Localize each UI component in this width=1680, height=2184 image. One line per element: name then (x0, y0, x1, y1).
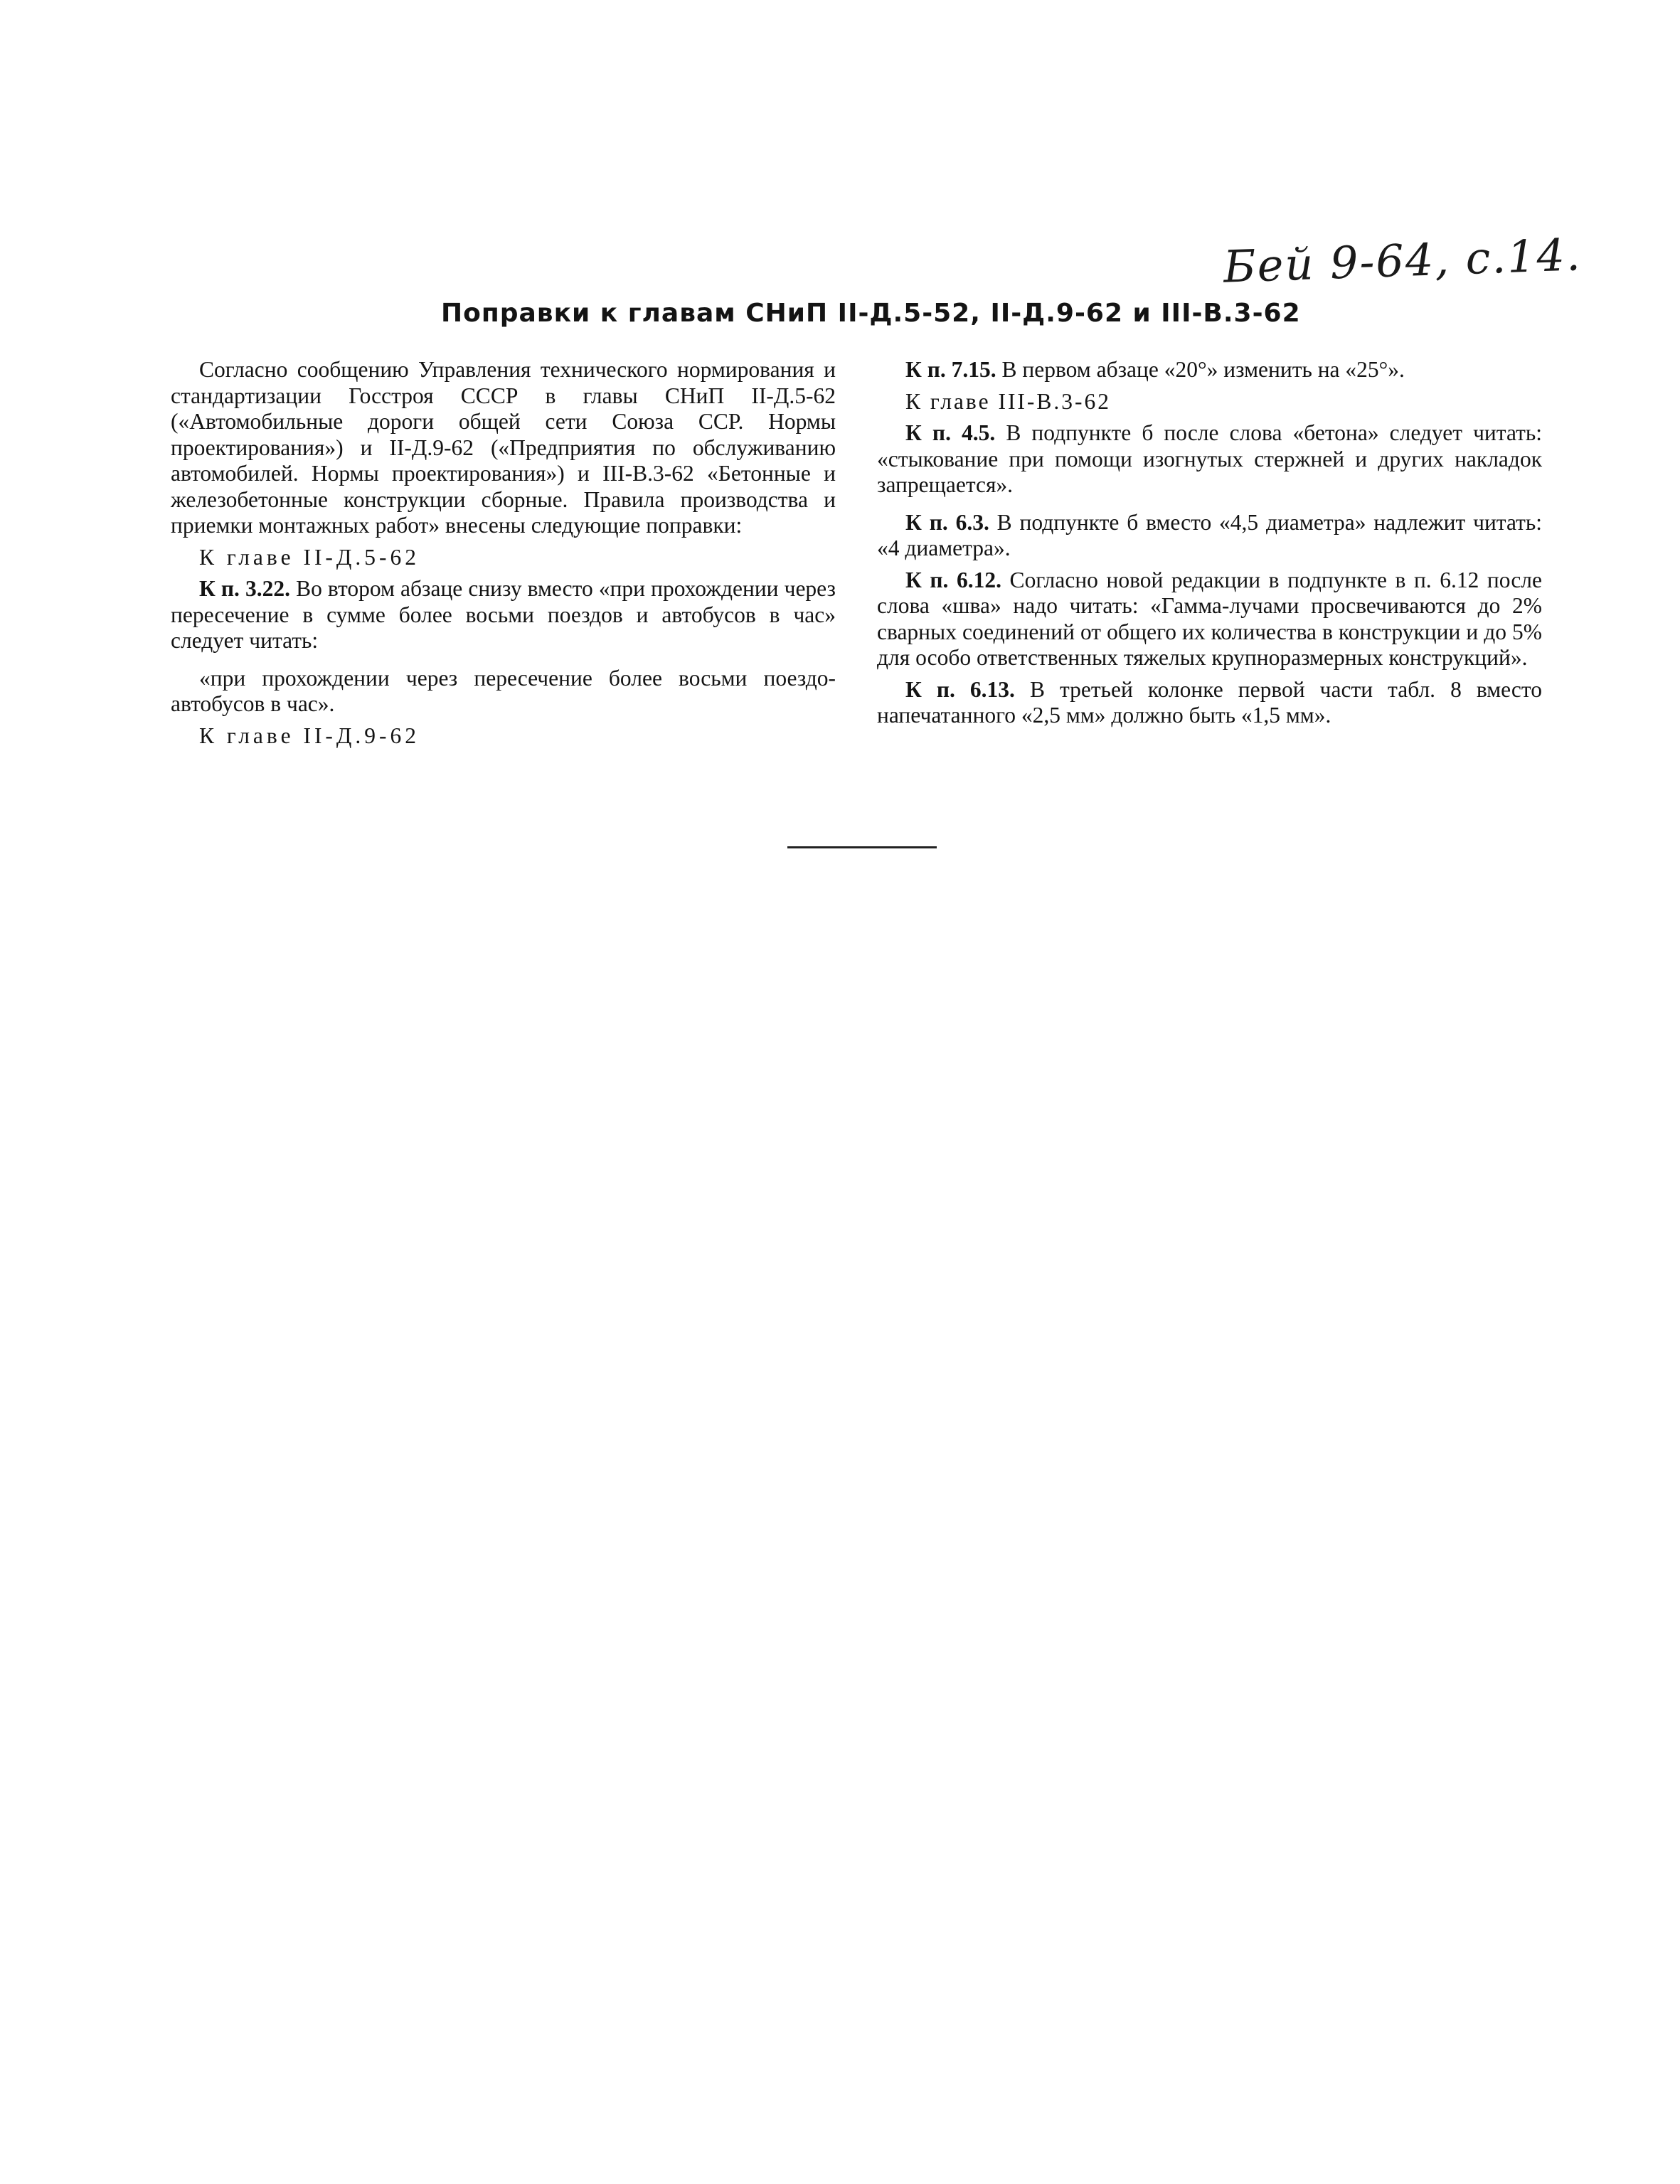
amendment-7-15 (877, 357, 1542, 383)
amendment-ref: К п. 6.3. (905, 509, 989, 535)
handwritten-note: Бей 9-64, с.14. (1222, 228, 1583, 293)
amendment-text: В подпункте б вместо «4,5 диаметра» надлежит читать: «4 диаметра». (877, 509, 1542, 560)
section-heading-ii-d9: К главе II-Д.9-62 (199, 723, 420, 748)
left-column (171, 357, 836, 749)
amendment-6-3 (877, 510, 1542, 562)
section-heading-ii-d5: К главе II-Д.5-62 (199, 544, 420, 570)
section-heading-iii-v3: К главе III-В.3-62 (905, 388, 1112, 414)
amendment-3-22 (171, 576, 836, 654)
amendment-text: В третьей колонке первой части табл. 8 вместо напечатанного «2,5 мм» должно быть «1,5 мм». (877, 676, 1542, 728)
amendment-6-13 (877, 677, 1542, 729)
amendment-6-12 (877, 568, 1542, 671)
amendment-quote: «при прохождении через пересечение более восьми поездо-автобусов в час». (171, 665, 836, 716)
intro-paragraph: Согласно сообщению Управления технического нормирования и стандартизации Госстроя СССР в главы СНиП II-Д.5-62 («Автомобильные дороги общей сети Союза ССР. Нормы проектирования») и II-Д.9-62 («Предприятия по обслуживанию автомобилей. Нормы проектирования») и III-В.3-62 «Бетонные и железобетонные конструкции сборные. Правила производства и приемки монтажных работ» внесены следующие поправки: (171, 357, 836, 538)
amendment-ref: К п. 3.22. (199, 576, 291, 601)
end-divider (787, 846, 937, 848)
page-title: Поправки к главам СНиП II-Д.5-52, II-Д.9-62 и III-В.3-62 (441, 299, 1301, 328)
amendment-4-5 (877, 420, 1542, 499)
amendment-ref: К п. 7.15. (905, 357, 996, 382)
amendment-ref: К п. 4.5. (905, 420, 996, 445)
amendment-text: Согласно новой редакции в подпункте в п. 6.12 после слова «шва» надо читать: «Гамма-лучами просвечиваются до 2% сварных соединений от общего их количества в конструкции и до 5% для особо ответственных тяжелых крупноразмерных конструкций». (877, 567, 1542, 670)
amendment-text: Во втором абзаце снизу вместо «при прохождении через пересечение в сумме более восьми поездов и автобусов в час» следует читать: (171, 576, 836, 653)
amendment-ref: К п. 6.12. (905, 567, 1001, 592)
amendment-ref: К п. 6.13. (905, 676, 1015, 702)
right-column (877, 357, 1542, 729)
amendment-text: В первом абзаце «20°» изменить на «25°». (996, 357, 1405, 382)
amendment-text: В подпункте б после слова «бетона» следует читать: «стыкование при помощи изогнутых стержней и других накладок запрещается». (877, 420, 1542, 497)
